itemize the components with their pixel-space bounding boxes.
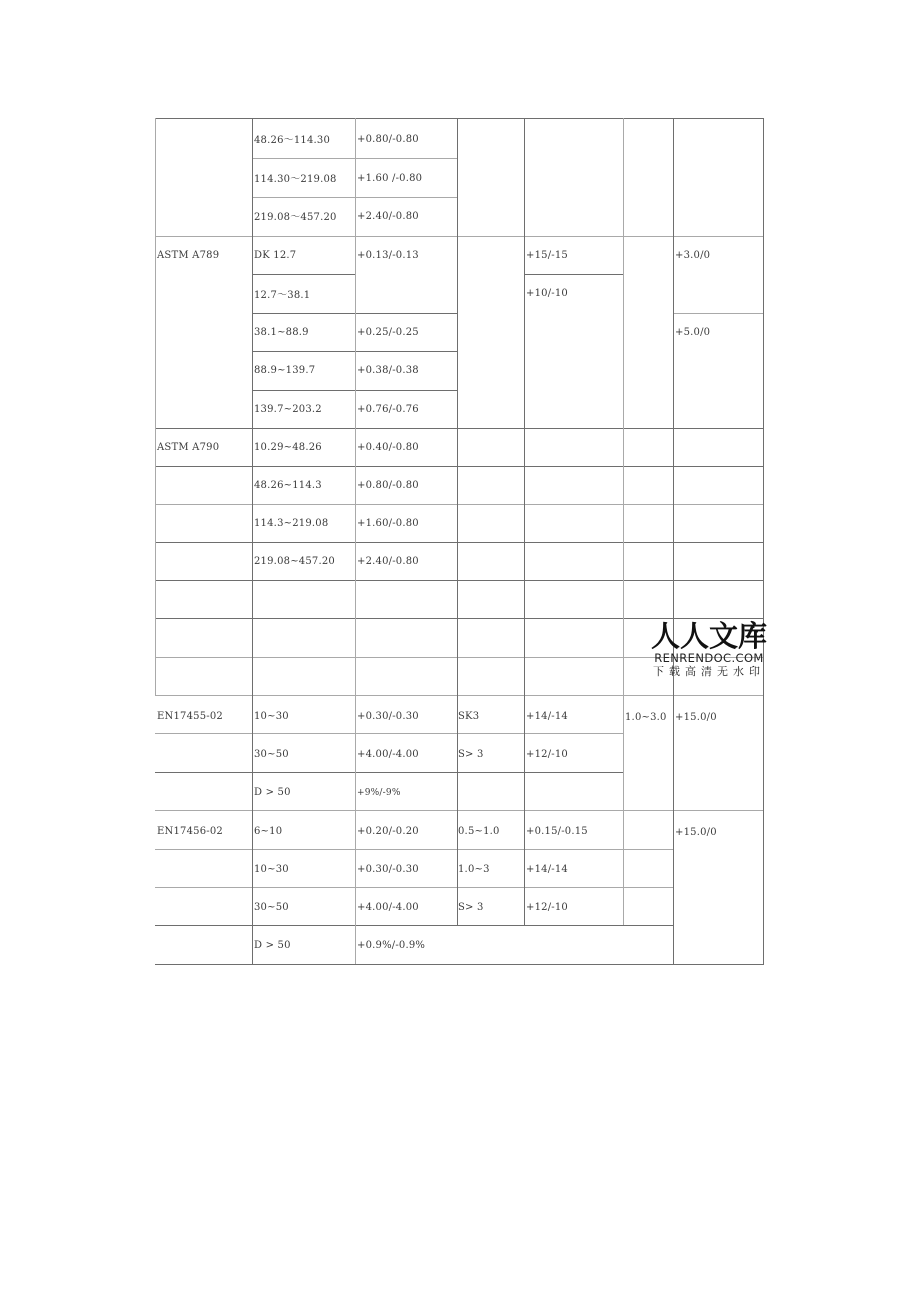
grid-line bbox=[524, 274, 623, 275]
size-cell: 88.9~139.7 bbox=[254, 365, 316, 376]
od-tolerance-cell: +0.9%/-0.9% bbox=[357, 940, 426, 951]
size-cell: 12.7〜38.1 bbox=[254, 290, 311, 301]
length-tolerance-cell: +5.0/0 bbox=[675, 327, 711, 338]
od-tolerance-cell: +9%/-9% bbox=[357, 788, 401, 798]
size-cell: 114.3~219.08 bbox=[254, 518, 329, 529]
wall-tolerance-cell: +0.15/-0.15 bbox=[526, 826, 588, 837]
grid-line bbox=[673, 313, 764, 314]
length-tolerance-cell: +15.0/0 bbox=[675, 827, 717, 838]
standard-cell: EN17456-02 bbox=[157, 826, 223, 837]
watermark-url: RENRENDOC.COM bbox=[654, 651, 764, 665]
od-tolerance-cell: +0.30/-0.30 bbox=[357, 864, 419, 875]
size-cell: 10~30 bbox=[254, 711, 289, 722]
od-tolerance-cell: +0.30/-0.30 bbox=[357, 711, 419, 722]
wall-tolerance-cell: +14/-14 bbox=[526, 711, 568, 722]
grid-line bbox=[155, 772, 623, 773]
size-cell: 48.26~114.3 bbox=[254, 480, 322, 491]
size-cell: 30~50 bbox=[254, 902, 289, 913]
od-tolerance-cell: +4.00/-4.00 bbox=[357, 749, 419, 760]
length-tolerance-cell: +3.0/0 bbox=[675, 250, 711, 261]
size-cell: D > 50 bbox=[254, 787, 291, 798]
od-tolerance-cell: +0.40/-0.80 bbox=[357, 442, 419, 453]
size-cell: 114.30〜219.08 bbox=[254, 174, 337, 185]
size-cell: 219.08〜457.20 bbox=[254, 212, 337, 223]
wall-tolerance-cell: +12/-10 bbox=[526, 902, 568, 913]
size-cell: 38.1~88.9 bbox=[254, 327, 309, 338]
od-tolerance-cell: +0.25/-0.25 bbox=[357, 327, 419, 338]
size-cell: D > 50 bbox=[254, 940, 291, 951]
grid-line bbox=[155, 118, 156, 695]
size-cell: 6~10 bbox=[254, 826, 283, 837]
grid-line bbox=[457, 118, 458, 925]
watermark-subtitle: 下载高清无水印 bbox=[653, 665, 765, 678]
grid-line bbox=[155, 849, 673, 850]
grid-line bbox=[155, 925, 673, 926]
wall-tolerance-cell: +12/-10 bbox=[526, 749, 568, 760]
size-cell: 30~50 bbox=[254, 749, 289, 760]
grid-line bbox=[155, 887, 673, 888]
watermark-title: 人人文库 bbox=[650, 619, 767, 653]
wall-tolerance-cell: +15/-15 bbox=[526, 250, 568, 261]
watermark bbox=[646, 620, 772, 679]
size-cell: 139.7~203.2 bbox=[254, 404, 322, 415]
od-tolerance-cell: +0.13/-0.13 bbox=[357, 250, 419, 261]
wall-range-cell: 1.0~3 bbox=[458, 864, 490, 875]
standard-cell: EN17455-02 bbox=[157, 711, 223, 722]
size-cell: 219.08~457.20 bbox=[254, 556, 335, 567]
od-tolerance-cell: +1.60/-0.80 bbox=[357, 518, 419, 529]
od-tolerance-cell: +4.00/-4.00 bbox=[357, 902, 419, 913]
wall-range-cell: S> 3 bbox=[458, 749, 484, 760]
length-tolerance-cell: +15.0/0 bbox=[675, 712, 717, 723]
size-cell: 48.26〜114.30 bbox=[254, 135, 331, 146]
grid-line bbox=[623, 118, 624, 925]
standard-cell: ASTM A790 bbox=[157, 442, 220, 453]
wall-range-cell: S> 3 bbox=[458, 902, 484, 913]
straightness-cell: 1.0~3.0 bbox=[625, 712, 667, 723]
od-tolerance-cell: +2.40/-0.80 bbox=[357, 556, 419, 567]
size-cell: DK 12.7 bbox=[254, 250, 297, 261]
wall-tolerance-cell: +14/-14 bbox=[526, 864, 568, 875]
od-tolerance-cell: +0.20/-0.20 bbox=[357, 826, 419, 837]
wall-range-cell: SK3 bbox=[458, 711, 480, 722]
grid-line bbox=[252, 274, 355, 275]
wall-tolerance-cell: +10/-10 bbox=[526, 288, 568, 299]
grid-line bbox=[524, 118, 525, 925]
standard-cell: ASTM A789 bbox=[157, 250, 220, 261]
wall-range-cell: 0.5~1.0 bbox=[458, 826, 500, 837]
grid-line bbox=[155, 964, 764, 965]
od-tolerance-cell: +0.80/-0.80 bbox=[357, 134, 419, 145]
grid-line bbox=[763, 118, 764, 964]
od-tolerance-cell: +2.40/-0.80 bbox=[357, 211, 419, 222]
grid-line bbox=[155, 733, 623, 734]
od-tolerance-cell: +0.38/-0.38 bbox=[357, 365, 419, 376]
od-tolerance-cell: +1.60 /-0.80 bbox=[357, 173, 423, 184]
size-cell: 10.29~48.26 bbox=[254, 442, 322, 453]
od-tolerance-cell: +0.76/-0.76 bbox=[357, 404, 419, 415]
size-cell: 10~30 bbox=[254, 864, 289, 875]
od-tolerance-cell: +0.80/-0.80 bbox=[357, 480, 419, 491]
